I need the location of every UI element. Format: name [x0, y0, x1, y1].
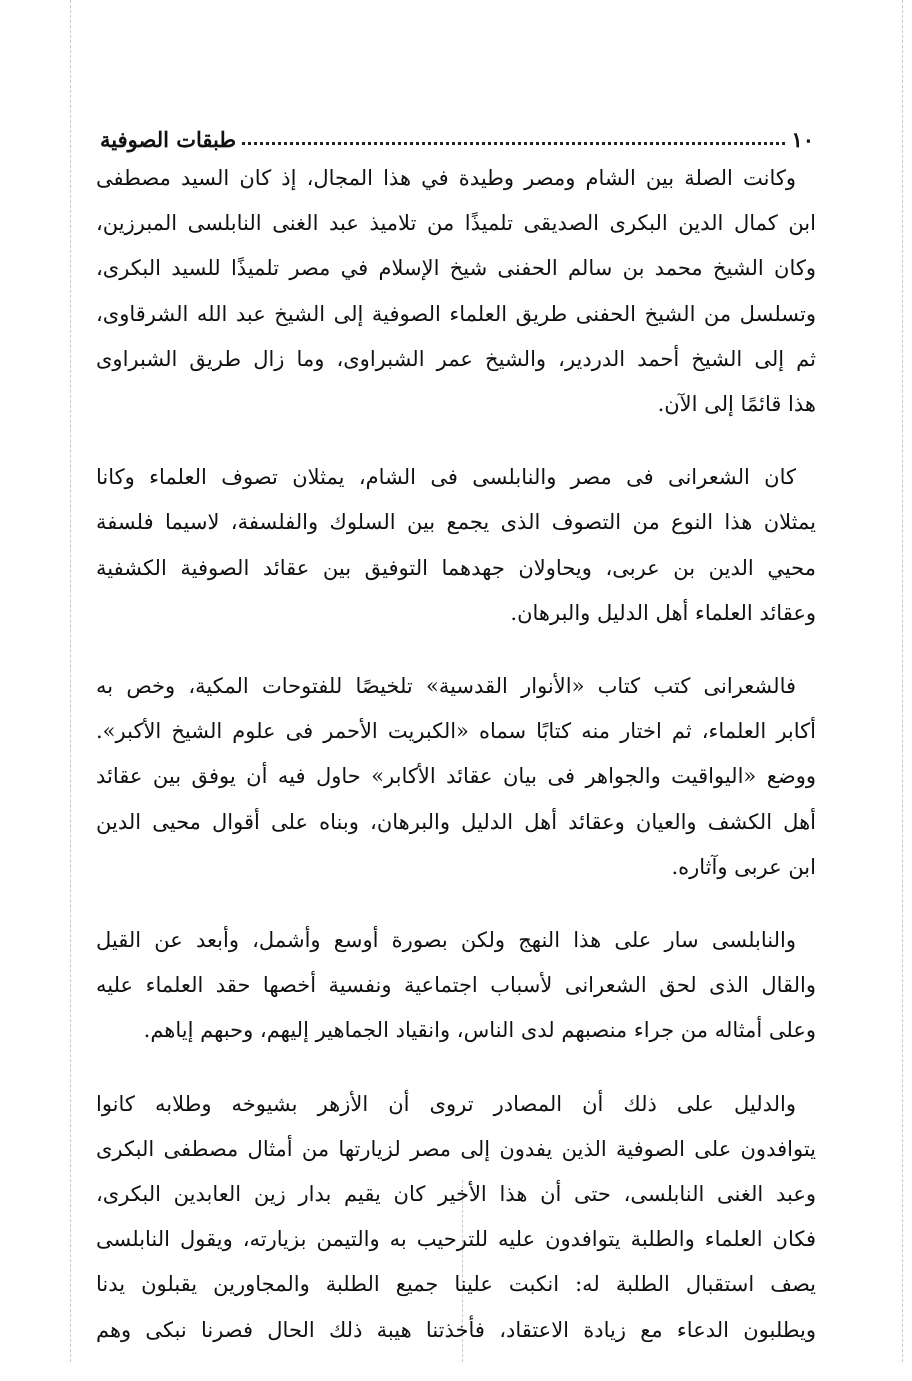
text-line: أكابر العلماء، ثم اختار منه كتابًا سماه «الكبريت الأحمر فى علوم الشيخ الأكبر». [96, 719, 816, 744]
text-line: والنابلسى سار على هذا النهج ولكن بصورة أوسع وأشمل، وأبعد عن القيل [96, 928, 796, 953]
text-line: ثم إلى الشيخ أحمد الدردير، والشيخ عمر الشبراوى، وما زال طريق الشبراوى [96, 346, 816, 371]
text-line: وتسلسل من الشيخ الحفنى طريق العلماء الصوفية إلى الشيخ عبد الله الشرقاوى، [96, 301, 816, 326]
paragraph [96, 156, 816, 427]
paragraph [96, 455, 816, 636]
running-header [100, 116, 814, 152]
text-line: فكان العلماء والطلبة يتوافدون عليه للترحيب به والتيمن بزيارته، ويقول النابلسى [96, 1227, 816, 1252]
text-line: والدليل على ذلك أن المصادر تروى أن الأزهر بشيوخه وطلابه كانوا [96, 1091, 796, 1116]
text-line: والقال الذى لحق الشعرانى لأسباب اجتماعية ونفسية أخصها حقد العلماء عليه [96, 973, 816, 998]
text-line: وعقائد العلماء أهل الدليل والبرهان. [510, 600, 816, 625]
text-line: ووضع «اليواقيت والجواهر فى بيان عقائد الأكابر» حاول فيه أن يوفق بين عقائد [96, 764, 816, 789]
text-line: هذا قائمًا إلى الآن. [657, 392, 816, 417]
text-line: وكانت الصلة بين الشام ومصر وطيدة في هذا المجال، إذ كان السيد مصطفى [96, 166, 796, 190]
text-line: ويطلبون الدعاء مع زيادة الاعتقاد، فأخذتنا هيبة ذلك الحال فصرنا نبكى وهم [96, 1317, 816, 1342]
running-title: طبقات الصوفية [100, 127, 237, 152]
body-text [96, 156, 816, 1381]
page-number: ١٠ [791, 127, 814, 152]
scan-guide-line [902, 0, 903, 1362]
text-line: وكان الشيخ محمد بن سالم الحفنى شيخ الإسلام في مصر تلميذًا للسيد البكرى، [96, 256, 816, 281]
paragraph [96, 918, 816, 1054]
header-dot-leader [242, 142, 785, 145]
text-line: كان الشعرانى فى مصر والنابلسى فى الشام، يمثلان تصوف العلماء وكانا [96, 465, 796, 490]
paragraph [96, 1082, 816, 1353]
text-line: محيي الدين بن عربى، ويحاولان جهدهما التوفيق بين عقائد الصوفية الكشفية [96, 555, 816, 580]
text-line: وعبد الغنى النابلسى، حتى أن هذا الأخير كان يقيم بدار زين العابدين البكرى، [96, 1182, 816, 1207]
text-line: وعلى أمثاله من جراء منصبهم لدى الناس، وانقياد الجماهير إليهم، وحبهم إياهم. [143, 1018, 816, 1043]
text-line: ابن كمال الدين البكرى الصديقى تلميذًا من تلاميذ عبد الغنى النابلسى المبرزين، [96, 211, 816, 236]
text-line: يتوافدون على الصوفية الذين يفدون إلى مصر لزيارتها من أمثال مصطفى البكرى [96, 1136, 817, 1161]
paragraph [96, 664, 816, 890]
scan-guide-line [70, 0, 71, 1362]
text-line: يمثلان هذا النوع من التصوف الذى يجمع بين السلوك والفلسفة، لاسيما فلسفة [96, 510, 816, 535]
text-line: يصف استقبال الطلبة له: انكبت علينا جميع الطلبة والمجاورين يقبلون يدنا [96, 1272, 816, 1297]
text-line: فالشعرانى كتب كتاب «الأنوار القدسية» تلخيصًا للفتوحات المكية، وخص به [96, 674, 797, 699]
text-line: أهل الكشف والعيان وعقائد أهل الدليل والبرهان، وبناه على أقوال محيى الدين [96, 809, 816, 834]
text-line: ابن عربى وآثاره. [671, 854, 816, 879]
